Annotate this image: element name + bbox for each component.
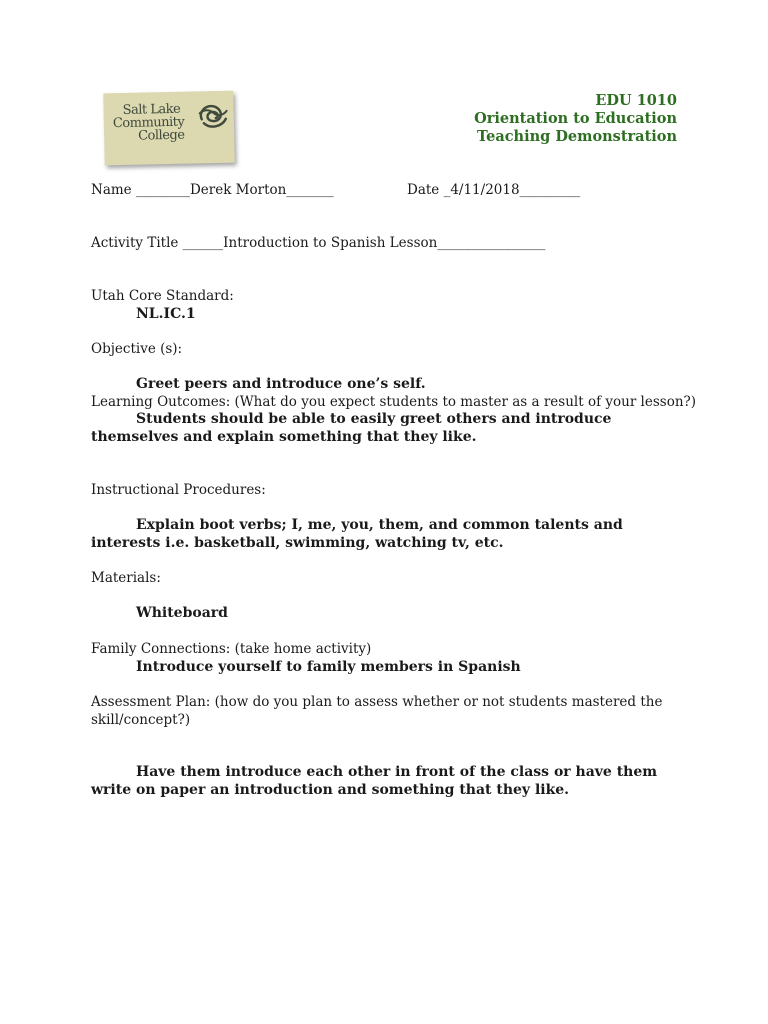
assignment-title: Teaching Demonstration xyxy=(476,128,677,145)
family-connections-label: Family Connections: (take home activity) xyxy=(91,641,372,657)
materials-label: Materials: xyxy=(91,570,161,586)
assessment-value-line2: write on paper an introduction and something that they like. xyxy=(91,782,570,798)
scc-knot-mark-icon xyxy=(195,99,230,134)
logo-wordmark xyxy=(112,103,184,143)
logo-line-salt-lake: Salt Lake xyxy=(122,101,181,118)
activity-title-field: Activity Title ______Introduction to Spanish Lesson________________ xyxy=(91,235,546,251)
course-title: Orientation to Education xyxy=(474,110,677,127)
outcomes-value-line1: Students should be able to easily greet others and introduce xyxy=(136,411,612,427)
assessment-label-line2: skill/concept?) xyxy=(91,712,191,728)
family-connections-value: Introduce yourself to family members in Spanish xyxy=(136,659,521,675)
date-field: Date _4/11/2018_________ xyxy=(407,182,581,198)
logo xyxy=(103,91,234,166)
procedures-label: Instructional Procedures: xyxy=(91,482,266,498)
core-standard-value: NL.IC.1 xyxy=(136,306,196,322)
assessment-label-line1: Assessment Plan: (how do you plan to assess whether or not students mastered the xyxy=(91,694,663,710)
outcomes-label: Learning Outcomes: (What do you expect students to master as a result of your lesson?) xyxy=(91,394,697,410)
assessment-value-line1: Have them introduce each other in front of the class or have them xyxy=(136,764,658,780)
course-code: EDU 1010 xyxy=(595,92,677,109)
procedures-value-line2: interests i.e. basketball, swimming, watching tv, etc. xyxy=(91,535,504,551)
logo-line-community: Community xyxy=(112,114,185,132)
name-field: Name ________Derek Morton_______ xyxy=(91,182,334,198)
objective-value: Greet peers and introduce one’s self. xyxy=(136,376,426,392)
procedures-value-line1: Explain boot verbs; I, me, you, them, and common talents and xyxy=(136,517,623,533)
logo-line-college: College xyxy=(138,127,185,144)
outcomes-value-line2: themselves and explain something that they like. xyxy=(91,429,477,445)
objective-label: Objective (s): xyxy=(91,341,183,357)
core-standard-label: Utah Core Standard: xyxy=(91,288,234,304)
materials-value: Whiteboard xyxy=(136,605,228,621)
course-header xyxy=(474,92,677,146)
